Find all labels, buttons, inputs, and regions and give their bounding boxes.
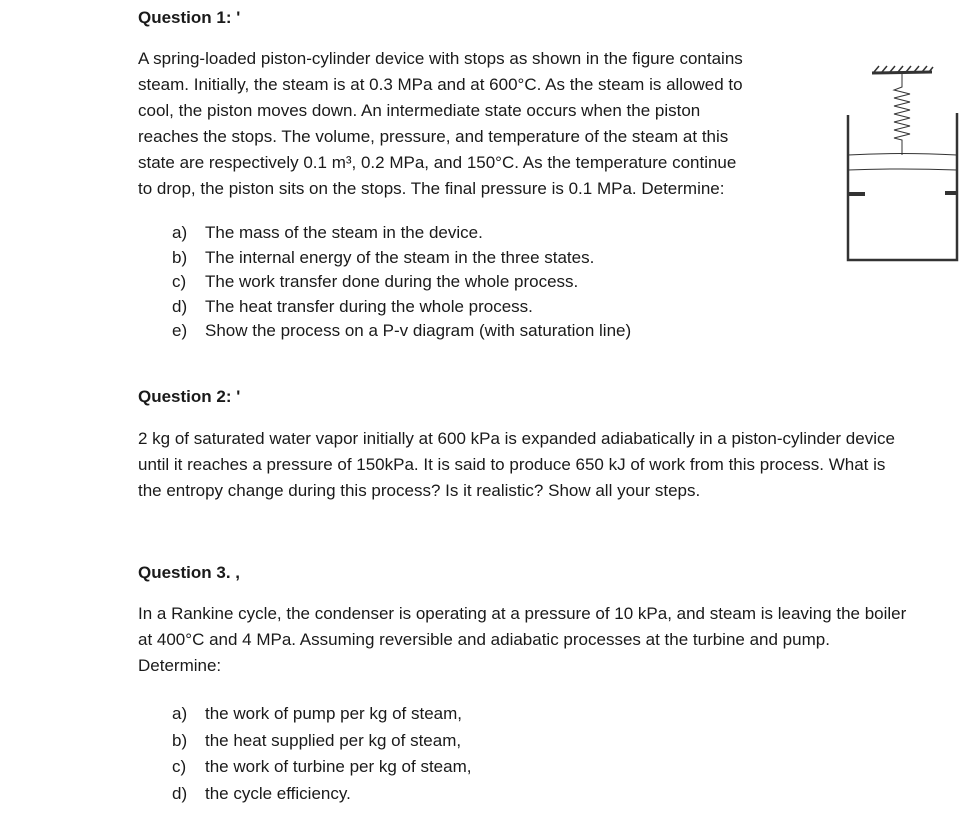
list-marker: b) — [172, 730, 188, 750]
list-text: The work transfer done during the whole process. — [205, 272, 579, 291]
list-text: The heat transfer during the whole process. — [205, 296, 533, 316]
list-text: The internal energy of the steam in the three states. — [205, 247, 595, 267]
question-1-heading: Question 1: ' — [138, 8, 241, 27]
text-line: A spring-loaded piston-cylinder device with stops as shown in the figure contains — [138, 49, 743, 68]
list-text: the heat supplied per kg of steam, — [205, 730, 462, 750]
list-marker: e) — [172, 321, 188, 340]
list-item — [172, 270, 631, 295]
text-line: the entropy change during this process? Is it realistic? Show all your steps. — [138, 481, 701, 500]
piston-cylinder-figure — [830, 40, 966, 270]
list-marker: d) — [172, 783, 188, 803]
question-3-heading: Question 3. , — [138, 563, 241, 582]
list-item — [172, 754, 471, 781]
text-line: 2 kg of saturated water vapor initially at 600 kPa is expanded adiabatically in a piston-cylinder device — [138, 429, 895, 448]
text-line: cool, the piston moves down. An intermediate state occurs when the piston — [138, 101, 701, 120]
question-2-body — [138, 426, 895, 504]
list-marker: b) — [172, 247, 188, 267]
list-marker: a) — [172, 704, 188, 723]
question-2-heading: Question 2: ' — [138, 387, 241, 406]
list-marker: c) — [172, 757, 187, 776]
list-marker: d) — [172, 296, 188, 316]
list-text: Show the process on a P-v diagram (with saturation line) — [205, 321, 632, 340]
spring-anchor — [872, 72, 932, 73]
list-text: the cycle efficiency. — [205, 783, 351, 803]
list-marker: a) — [172, 223, 188, 242]
text-line: steam. Initially, the steam is at 0.3 MPa and at 600°C. As the steam is allowed to — [138, 75, 743, 94]
question-3-list — [172, 701, 471, 807]
list-item — [172, 319, 631, 344]
list-item — [172, 295, 631, 320]
spring — [894, 73, 910, 155]
list-item — [172, 221, 631, 246]
text-line: reaches the stops. The volume, pressure, and temperature of the steam at this — [138, 127, 729, 146]
text-line: Determine: — [138, 656, 222, 675]
list-text: The mass of the steam in the device. — [205, 223, 483, 242]
question-1-list — [172, 221, 631, 344]
text-line: state are respectively 0.1 m³, 0.2 MPa, and 150°C. As the temperature continue — [138, 153, 737, 172]
question-1-body — [138, 46, 743, 202]
list-marker: c) — [172, 272, 187, 291]
cylinder — [848, 113, 957, 260]
list-item — [172, 246, 631, 271]
list-text: the work of turbine per kg of steam, — [205, 757, 472, 776]
stops — [849, 193, 957, 194]
piston — [848, 154, 957, 171]
question-3-body — [138, 601, 906, 679]
text-line: at 400°C and 4 MPa. Assuming reversible and adiabatic processes at the turbine and pump. — [138, 630, 830, 649]
list-text: the work of pump per kg of steam, — [205, 704, 463, 723]
list-item — [172, 781, 471, 808]
list-item — [172, 728, 471, 755]
list-item — [172, 701, 471, 728]
text-line: until it reaches a pressure of 150kPa. It is said to produce 650 kJ of work from this process. What is — [138, 455, 886, 474]
text-line: to drop, the piston sits on the stops. The final pressure is 0.1 MPa. Determine: — [138, 179, 725, 198]
text-line: In a Rankine cycle, the condenser is operating at a pressure of 10 kPa, and steam is leaving the boiler — [138, 604, 907, 623]
